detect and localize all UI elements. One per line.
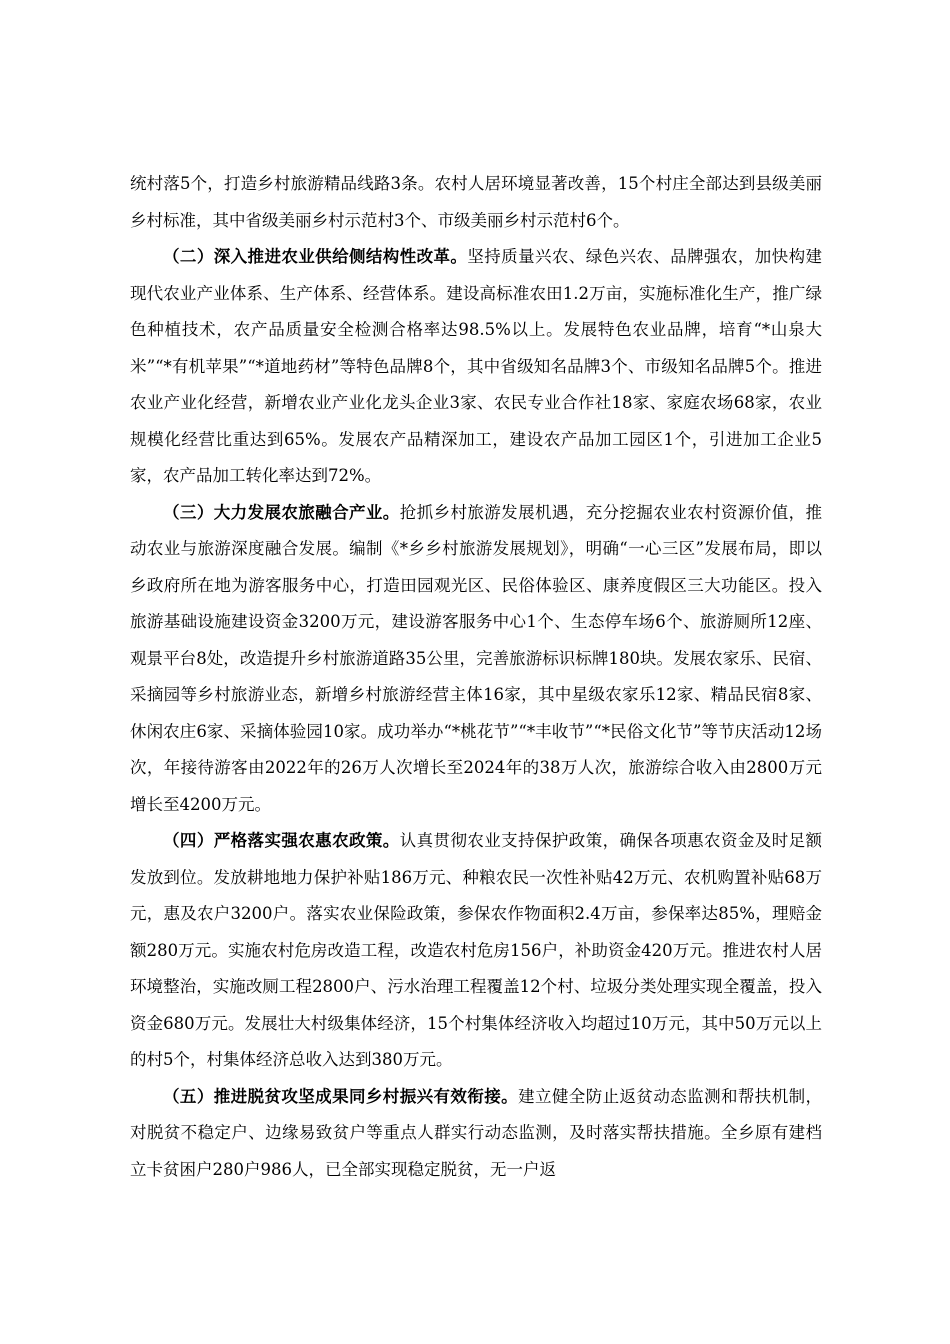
paragraph-agricultural-reform (130, 239, 822, 495)
paragraph-continuation (130, 166, 822, 239)
paragraph-farm-policies (130, 823, 822, 1079)
paragraph-heading: （三）大力发展农旅融合产业。 (163, 502, 400, 522)
paragraph-text: 认真贯彻农业支持保护政策，确保各项惠农资金及时足额发放到位。发放耕地地力保护补贴186万元、种粮农民一次性补贴42万元、农机购置补贴68万元，惠及农户3200户。落实农业保险政策，参保农作物面积2.4万亩，参保率达85%，理赔金额280万元。实施农村危房改造工程，改造农村危房156户，补助资金420万元。推进农村人居环境整治，实施改厕工程2800户、污水治理工程覆盖12个村、垃圾分类处理实现全覆盖，投入资金680万元。发展壮大村级集体经济，15个村集体经济收入均超过10万元，其中50万元以上的村5个，村集体经济总收入达到380万元。 (130, 831, 823, 1069)
paragraph-text: 统村落5个，打造乡村旅游精品线路3条。农村人居环境显著改善，15个村庄全部达到县级美丽乡村标准，其中省级美丽乡村示范村3个、市级美丽乡村示范村6个。 (130, 174, 822, 230)
paragraph-text: 坚持质量兴农、绿色兴农、品牌强农，加快构建现代农业产业体系、生产体系、经营体系。建设高标准农田1.2万亩，实施标准化生产，推广绿色种植技术，农产品质量安全检测合格率达98.5%以上。发展特色农业品牌，培育“*山泉大米”“*有机苹果”“*道地药材”等特色品牌8个，其中省级知名品牌3个、市级知名品牌5个。推进农业产业化经营，新增农业产业化龙头企业3家、农民专业合作社18家、家庭农场68家，农业规模化经营比重达到65%。发展农产品精深加工，建设农产品加工园区1个，引进加工企业5家，农产品加工转化率达到72%。 (130, 247, 823, 485)
paragraph-heading: （四）严格落实强农惠农政策。 (163, 831, 400, 850)
document-body (130, 166, 822, 1188)
paragraph-poverty-alleviation (130, 1079, 822, 1189)
paragraph-heading: （五）推进脱贫攻坚成果同乡村振兴有效衔接。 (163, 1086, 519, 1106)
paragraph-text: 抢抓乡村旅游发展机遇，充分挖掘农业农村资源价值，推动农业与旅游深度融合发展。编制《*乡乡村旅游发展规划》，明确“一心三区”发展布局，即以乡政府所在地为游客服务中心，打造田园观光区、民俗体验区、康养度假区三大功能区。投入旅游基础设施建设资金3200万元，建设游客服务中心1个、生态停车场6个、旅游厕所12座、观景平台8处，改造提升乡村旅游道路35公里，完善旅游标识标牌180块。发展农家乐、民宿、采摘园等乡村旅游业态，新增乡村旅游经营主体16家，其中星级农家乐12家、精品民宿8家、休闲农庄6家、采摘体验园10家。成功举办“*桃花节”“*丰收节”“*民俗文化节”等节庆活动12场次，年接待游客由2022年的26万人次增长至2024年的38万人次，旅游综合收入由2800万元增长至4200万元。 (130, 502, 823, 814)
paragraph-text: 建立健全防止返贫动态监测和帮扶机制，对脱贫不稳定户、边缘易致贫户等重点人群实行动态监测，及时落实帮扶措施。全乡原有建档立卡贫困户280户986人，已全部实现稳定脱贫，无一户返 (130, 1086, 823, 1179)
paragraph-agritourism (130, 495, 822, 824)
paragraph-heading: （二）深入推进农业供给侧结构性改革。 (163, 247, 468, 266)
